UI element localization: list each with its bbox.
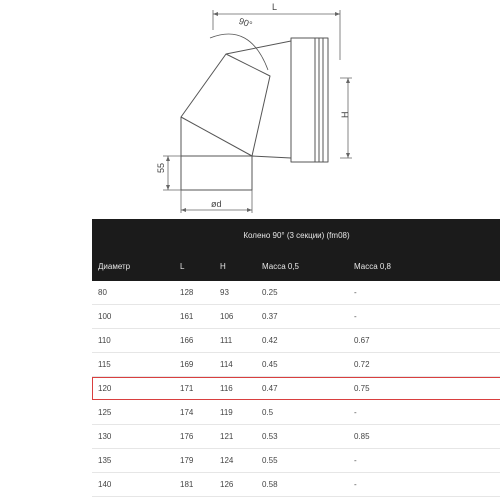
spec-table-container [92,219,500,497]
cell-mass-08: - [348,281,500,305]
cell-L: 179 [174,449,214,473]
cell-diameter: 100 [92,305,174,329]
dim-L-label: L [272,2,278,12]
cell-mass-08: - [348,473,500,497]
cell-mass-05: 0.58 [256,473,348,497]
table-row [92,473,500,497]
segment-seam-upper [226,54,270,156]
cell-H: 121 [214,425,256,449]
cell-mass-08: - [348,305,500,329]
cell-mass-05: 0.45 [256,353,348,377]
cell-H: 93 [214,281,256,305]
cell-H: 106 [214,305,256,329]
cell-L: 169 [174,353,214,377]
cell-diameter: 140 [92,473,174,497]
cell-L: 171 [174,377,214,401]
cell-diameter: 115 [92,353,174,377]
cell-H: 111 [214,329,256,353]
cell-mass-05: 0.55 [256,449,348,473]
column-header-diameter: Диаметр [92,252,174,281]
table-row [92,329,500,353]
segment-seam-lower [181,117,252,156]
cell-H: 126 [214,473,256,497]
cell-mass-08: - [348,401,500,425]
cell-H: 124 [214,449,256,473]
column-header-mass-05: Масса 0,5 [256,252,348,281]
dim-d-label: ød [211,199,222,209]
bottom-collar [181,156,252,190]
cell-mass-08: 0.75 [348,377,500,401]
cell-H: 114 [214,353,256,377]
cell-diameter: 130 [92,425,174,449]
dim-55-label: 55 [156,162,166,173]
table-row [92,353,500,377]
column-header-H: H [214,252,256,281]
cell-L: 176 [174,425,214,449]
elbow-outline [181,41,291,190]
cell-mass-05: 0.5 [256,401,348,425]
dim-H-label: H [340,111,350,118]
cell-mass-05: 0.53 [256,425,348,449]
cell-diameter: 110 [92,329,174,353]
cell-diameter: 135 [92,449,174,473]
cell-L: 181 [174,473,214,497]
cell-H: 119 [214,401,256,425]
elbow-drawing [0,0,500,218]
cell-L: 128 [174,281,214,305]
cell-diameter: 125 [92,401,174,425]
table-row [92,449,500,473]
socket-rim [315,38,323,162]
cell-mass-05: 0.42 [256,329,348,353]
cell-L: 174 [174,401,214,425]
column-header-mass-08: Масса 0,8 [348,252,500,281]
table-title: Колено 90° (3 секции) (fm08) [92,219,500,252]
table-row [92,305,500,329]
table-row-highlighted [92,377,500,401]
cell-mass-08: 0.67 [348,329,500,353]
cell-H: 116 [214,377,256,401]
cell-diameter: 80 [92,281,174,305]
cell-mass-08: 0.85 [348,425,500,449]
table-body [92,281,500,497]
table-header-row [92,252,500,281]
cell-mass-08: 0.72 [348,353,500,377]
elbow-diagram [0,0,500,218]
cell-mass-05: 0.47 [256,377,348,401]
cell-L: 161 [174,305,214,329]
table-row [92,401,500,425]
table-row [92,281,500,305]
column-header-L: L [174,252,214,281]
cell-diameter: 120 [92,377,174,401]
cell-mass-08: - [348,449,500,473]
table-row [92,425,500,449]
spec-table [92,252,500,497]
cell-mass-05: 0.37 [256,305,348,329]
cell-L: 166 [174,329,214,353]
right-socket [291,38,328,162]
dim-angle-label: 90° [237,15,254,30]
cell-mass-05: 0.25 [256,281,348,305]
